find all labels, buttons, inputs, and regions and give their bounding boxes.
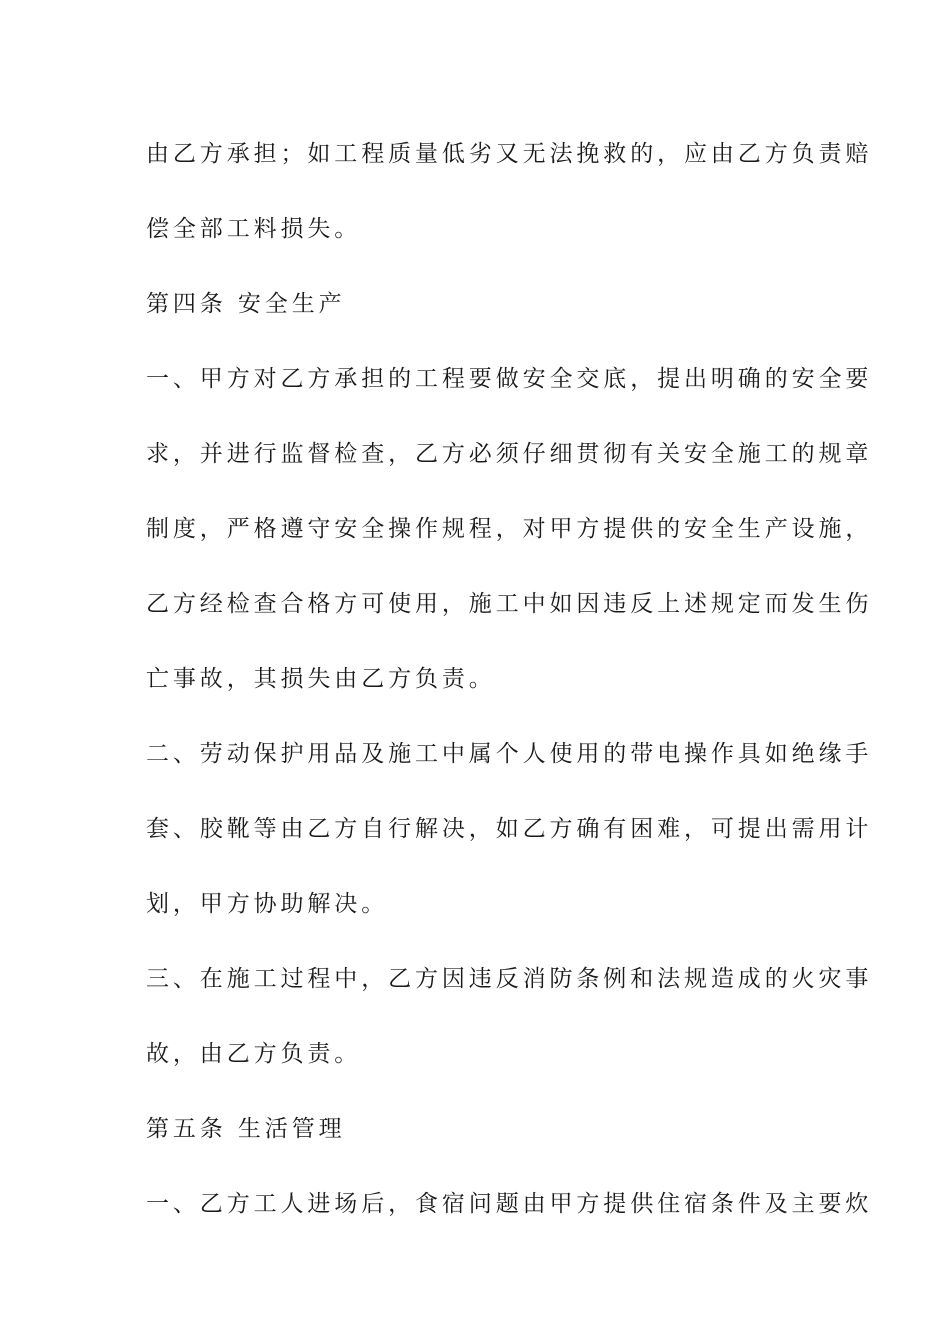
paragraph-line: 偿全部工料损失。 [146,216,362,242]
paragraph-line: 二、劳动保护用品及施工中属个人使用的带电操作具如绝缘手 [146,741,873,767]
paragraph-line: 乙方经检查合格方可使用，施工中如因违反上述规定而发生伤 [146,591,873,617]
paragraph-line: 由乙方承担；如工程质量低劣又无法挽救的，应由乙方负责赔 [146,141,873,167]
paragraph-line: 亡事故，其损失由乙方负责。 [146,666,496,692]
paragraph-line: 划，甲方协助解决。 [146,891,389,917]
paragraph-line: 求，并进行监督检查，乙方必须仔细贯彻有关安全施工的规章 [146,441,873,467]
paragraph-line: 三、在施工过程中，乙方因违反消防条例和法规造成的火灾事 [146,966,873,992]
paragraph-line: 套、胶靴等由乙方自行解决，如乙方确有困难，可提出需用计 [146,816,873,842]
paragraph-line: 一、甲方对乙方承担的工程要做安全交底，提出明确的安全要 [146,366,873,392]
section-heading-article-4: 第四条 安全生产 [146,291,346,317]
paragraph-line: 一、乙方工人进场后，食宿问题由甲方提供住宿条件及主要炊 [146,1191,873,1217]
paragraph-line: 故，由乙方负责。 [146,1041,362,1067]
section-heading-article-5: 第五条 生活管理 [146,1116,346,1142]
paragraph-line: 制度，严格遵守安全操作规程，对甲方提供的安全生产设施， [146,516,873,542]
